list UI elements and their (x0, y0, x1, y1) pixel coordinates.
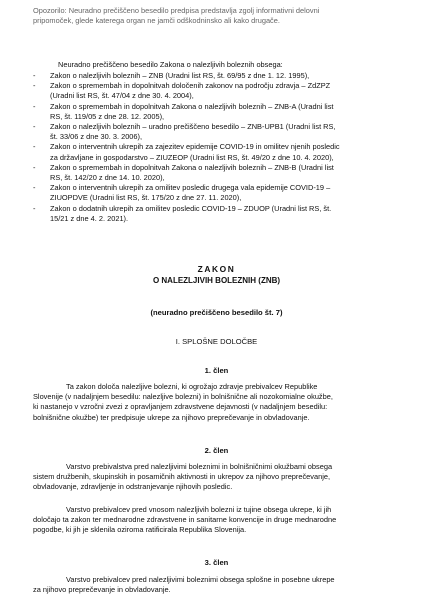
consolidation-intro: Neuradno prečiščeno besedilo Zakona o nalezljivih boleznih obsega: (58, 60, 283, 69)
list-item: - Zakon o nalezljivih boleznih – uradno prečiščeno besedilo – ZNB-UPB1 (Uradni list RS, št. 33/06 z dne 30. 3. 2006), (33, 122, 336, 142)
dash-bullet: - (33, 81, 36, 91)
disclaimer-notice (33, 6, 319, 26)
law-title: ZAKON (197, 264, 236, 274)
article-paragraph: Varstvo prebivalcev pred nalezljivimi boleznimi obsega splošne in posebne ukrepe za njihovo preprečevanje in obvladovanje. (33, 575, 335, 595)
list-item: - Zakon o dodatnih ukrepih za omilitev posledic COVID-19 – ZDUOP (Uradni list RS, št. 15/21 z dne 4. 2. 2021). (33, 203, 332, 223)
dash-bullet: - (33, 162, 36, 172)
article-paragraph: Ta zakon določa nalezljive bolezni, ki ogrožajo zdravje prebivalcev Republike Slovenije (v nadaljnjem besedilu: nalezljive bolezni) in bolnišnične ali nozokomialne okužbe, ki nastanejo v vzročni zvezi z opravljanjem zdravstvene dejavnosti (v nadaljnjem besedilu: bolnišnične okužbe) ter predpisuje ukrepe za njihovo preprečevanje in obvladovanje. (33, 382, 333, 422)
article-paragraph: Varstvo prebivalstva pred nalezljivimi boleznimi in bolnišničnimi okužbami obsega sistem družbenih, skupinskih in posamičnih aktivnosti in ukrepov za njihovo preprečevanje, obvladovanje, zdravljenje in odstranjevanje njihovih posledic. (33, 462, 333, 492)
list-item: - Zakon o interventnih ukrepih za omilitev posledic drugega vala epidemije COVID-19 – ZIUOPDVE (Uradni list RS, št. 175/20 z dne 27. 11. 2020), (33, 183, 331, 203)
dash-bullet: - (33, 122, 36, 132)
disclaimer-line: pripomoček, glede katerega organ ne jamči odškodninsko ali kako drugače. (33, 16, 280, 26)
chapter-heading: I. SPLOŠNE DOLOČBE (175, 337, 258, 346)
article-heading: 3. člen (204, 558, 229, 567)
article-heading: 1. člen (204, 366, 229, 375)
list-item: - Zakon o spremembah in dopolnitvah Zakona o nalezljivih boleznih – ZNB-A (Uradni list RS, št. 119/05 z dne 28. 12. 2005), (33, 101, 334, 121)
dash-bullet: - (33, 203, 36, 213)
disclaimer-line: Opozorilo: Neuradno prečiščeno besedilo predpisa predstavlja zgolj informativni delovni (33, 6, 320, 15)
dash-bullet: - (33, 142, 36, 152)
list-item: - Zakon o nalezljivih boleznih – ZNB (Uradni list RS, št. 69/95 z dne 1. 12. 1995), (33, 71, 310, 80)
article-paragraph: Varstvo prebivalcev pred vnosom nalezljivih bolezni iz tujine obsega ukrepe, ki jih določajo ta zakon ter mednarodne zdravstvene in sanitarne konvencije in druge mednarodne pogodbe, ki jih je sklenila oziroma ratificirala Republika Slovenija. (33, 505, 337, 535)
article-heading: 2. člen (204, 446, 229, 455)
list-item: - Zakon o interventnih ukrepih za zajezitev epidemije COVID-19 in omilitev njenih posledic za državljane in gospodarstvo – ZIUZEOP (Uradni list RS, št. 49/20 z dne 10. 4. 2020), (33, 142, 340, 162)
list-item: - Zakon o spremembah in dopolnitvah Zakona o nalezljivih boleznih – ZNB-B (Uradni list RS, št. 142/20 z dne 14. 10. 2020), (33, 162, 334, 183)
law-subject-title: O NALEZLJIVIH BOLEZNIH (ZNB) (152, 276, 281, 285)
dash-bullet: - (33, 71, 36, 80)
consolidation-subtitle: (neuradno prečiščeno besedilo št. 7) (150, 308, 283, 317)
amendments-list (33, 71, 340, 224)
dash-bullet: - (33, 101, 36, 111)
list-item: - Zakon o spremembah in dopolnitvah določenih zakonov na področju zdravja – ZdZPZ (Uradni list RS, št. 47/04 z dne 30. 4. 2004), (33, 81, 331, 101)
dash-bullet: - (33, 183, 36, 193)
